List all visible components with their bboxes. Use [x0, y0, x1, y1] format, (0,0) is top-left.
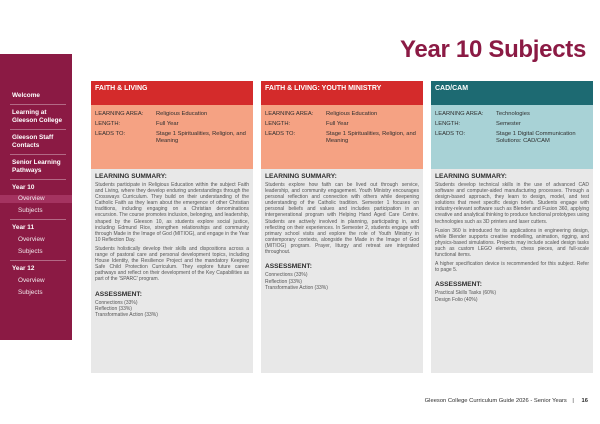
length-label: LENGTH:: [435, 121, 461, 127]
assessment-item: Connections (33%): [265, 272, 308, 279]
subject-title: FAITH & LIVING: YOUTH MINISTRY: [261, 81, 423, 105]
length-row: [265, 121, 419, 128]
nav-year11-overview[interactable]: Overview: [18, 236, 45, 243]
subject-title: FAITH & LIVING: [91, 81, 253, 105]
length-label: LENGTH:: [95, 121, 121, 127]
summary-paragraph: Students participate in Religious Education within the subject Faith and Living, where they develop enduring understandings through the Crossways Curriculum. They build on their understanding of the Catholic Faith as they learn about the emergence of other Christian traditions, including engaging on a Christian denominations excursion. The course promotes inclusion, belonging, and leadership, shaped by the Gleeson 10, as students explore social justice, including Edmund Rice, strengthen relationships and community through Made in the Image of God (MITIOG), and engage in the Year 10 Reflection Day.: [95, 182, 249, 243]
subject-body: [431, 169, 593, 373]
page-title: Year 10 Subjects: [400, 36, 586, 63]
leads-to-value: Stage 1 Digital Communication Solutions: CAD/CAM: [496, 131, 576, 144]
assessment-heading: ASSESSMENT:: [265, 263, 312, 271]
learning-area-value: Religious Education: [156, 111, 208, 117]
leads-to-row: [95, 131, 249, 145]
assessment-item: Reflection (33%): [95, 305, 132, 312]
subject-card-cad-cam: [431, 81, 593, 373]
nav-year12-overview[interactable]: Overview: [18, 277, 45, 284]
assessment-item: Transformative Action (33%): [95, 312, 158, 319]
length-value: Semester: [496, 121, 521, 127]
nav-divider: [10, 260, 66, 261]
summary-paragraph: A higher specification device is recommended for this subject. Refer to page 5.: [435, 261, 589, 274]
subject-body: [91, 169, 253, 373]
assessment-item: Practical Skills Tasks (60%): [435, 290, 497, 297]
learning-summary-heading: LEARNING SUMMARY:: [95, 173, 167, 180]
nav-year10-overview[interactable]: Overview: [0, 195, 72, 203]
learning-area-row: [265, 111, 419, 118]
learning-summary-heading: LEARNING SUMMARY:: [435, 173, 507, 180]
nav-divider: [10, 179, 66, 180]
learning-area-value: Technologies: [496, 111, 530, 117]
subject-card-faith-living: [91, 81, 253, 373]
length-label: LENGTH:: [265, 121, 291, 127]
leads-to-label: LEADS TO:: [95, 131, 126, 137]
subject-info: [431, 105, 593, 169]
length-row: [435, 121, 589, 128]
nav-staff-contacts[interactable]: Gleeson Staff Contacts: [12, 134, 54, 149]
length-row: [95, 121, 249, 128]
subject-body: [261, 169, 423, 373]
leads-to-label: LEADS TO:: [265, 131, 296, 137]
nav-year11-subjects[interactable]: Subjects: [18, 248, 43, 255]
nav-divider: [10, 129, 66, 130]
learning-area-label: LEARNING AREA:: [95, 111, 144, 117]
leads-to-row: [435, 131, 589, 145]
learning-summary-heading: LEARNING SUMMARY:: [265, 173, 337, 180]
summary-paragraph: Fusion 360 is introduced for its applications in engineering design, while Blender supports creative modelling, animation, rigging, and physics-based simulations. Projects may include scaled design tasks such as custom LEGO elements, chess pieces, and full-scale functional items.: [435, 227, 589, 259]
subject-info: [261, 105, 423, 169]
nav-senior-pathways[interactable]: Senior Learning Pathways: [12, 159, 61, 174]
length-value: Full Year: [156, 121, 179, 127]
footer-text: Gleeson College Curriculum Guide 2026 - Senior Years: [424, 398, 567, 404]
subject-card-youth-ministry: [261, 81, 423, 373]
nav-year10-subjects[interactable]: Subjects: [18, 207, 43, 214]
sidebar-nav: [0, 54, 72, 340]
nav-year12-subjects[interactable]: Subjects: [18, 289, 43, 296]
footer-separator: |: [572, 398, 574, 404]
nav-divider: [10, 104, 66, 105]
nav-divider: [10, 154, 66, 155]
summary-paragraph: Students develop technical skills in the use of advanced CAD software and computer-aided manufacturing processes. Through a design-based approach, they learn to design, model, and test solutions that meet specific design briefs. Students engage with industry-relevant software such as Blender and Fusion 360, applying creative and analytical thinking to produce functional prototypes using technologies such as 3D printers and laser cutters.: [435, 182, 589, 225]
nav-learning-at-gleeson[interactable]: Learning at Gleeson College: [12, 109, 63, 124]
page-footer: [300, 398, 588, 404]
assessment-item: Design Folio (40%): [435, 296, 478, 303]
nav-welcome[interactable]: Welcome: [12, 92, 40, 99]
leads-to-value: Stage 1 Spiritualities, Religion, and Meaning: [326, 131, 416, 144]
assessment-heading: ASSESSMENT:: [95, 290, 142, 298]
learning-area-label: LEARNING AREA:: [435, 111, 484, 117]
subject-info: [91, 105, 253, 169]
page-number: 16: [581, 398, 588, 404]
learning-area-label: LEARNING AREA:: [265, 111, 314, 117]
summary-paragraph: Students explore how faith can be lived out through service, leadership, and community engagement. Youth Ministry encourages personal reflection and connection with others while deepening understanding of the Catholic tradition. Semester 1 focuses on personal beliefs and values and includes participation in an intergenerational program with Helping Hand Aged Care Centre. Students are actively involved in planning, participating in, and reflecting on their experiences. In Semester 2, students engage with primary school visits and explore the role of Youth Ministry in contemporary contexts, alongside the Made in the Image of God (MITIOG) program. Prayer, liturgy and retreat are integrated throughout.: [265, 182, 419, 256]
leads-to-value: Stage 1 Spiritualities, Religion, and Meaning: [156, 131, 246, 144]
learning-area-row: [435, 111, 589, 118]
learning-area-row: [95, 111, 249, 118]
summary-paragraph: Students holistically develop their skills and dispositions across a range of pastoral care and personal development topics, including House Identity, the Resilience Project and the mandatory Keeping Safe Child Protection Curriculum. They explore future career pathways and reflect on their development of the Key Capabilities as part of the 'SPARC' program.: [95, 245, 249, 283]
learning-area-value: Religious Education: [326, 111, 378, 117]
assessment-item: Connections (33%): [95, 299, 138, 306]
leads-to-label: LEADS TO:: [435, 131, 466, 137]
nav-year10[interactable]: Year 10: [12, 184, 35, 191]
assessment-heading: ASSESSMENT:: [435, 281, 482, 289]
subject-title: CAD/CAM: [431, 81, 593, 105]
nav-divider: [10, 219, 66, 220]
nav-year11[interactable]: Year 11: [12, 224, 35, 231]
assessment-item: Transformative Action (33%): [265, 284, 328, 291]
length-value: Full Year: [326, 121, 349, 127]
nav-year12[interactable]: Year 12: [12, 265, 35, 272]
assessment-item: Reflection (33%): [265, 278, 302, 285]
leads-to-row: [265, 131, 419, 145]
